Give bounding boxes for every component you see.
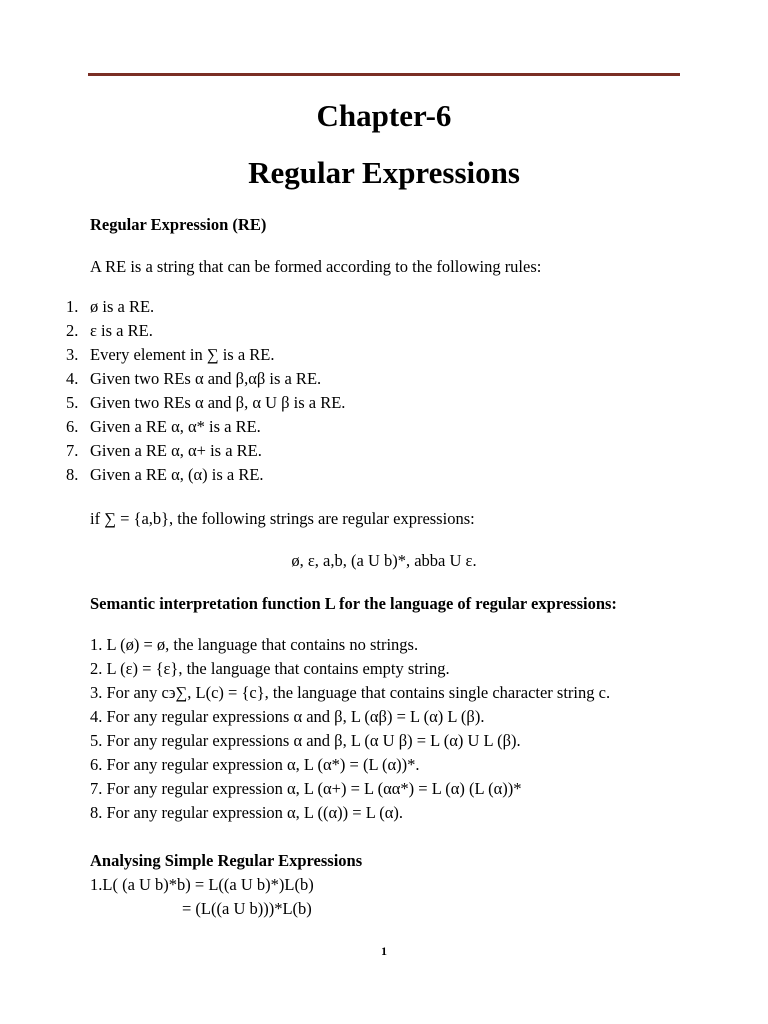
analysis-line: = (L((a U b)))*L(b) [182,899,312,918]
section-heading-re: Regular Expression (RE) [90,215,267,234]
list-item: 7. For any regular expression α, L (α+) = L (αα*) = L (α) (L (α))* [90,779,522,798]
list-item-text: Given a RE α, α+ is a RE. [90,441,262,460]
list-item-number: 5. [66,393,79,412]
list-item: 1. L (ø) = ø, the language that contains no strings. [90,635,419,654]
example-intro: if ∑ = {a,b}, the following strings are regular expressions: [90,509,475,528]
list-item: 5. For any regular expressions α and β, L (α U β) = L (α) U L (β). [90,731,521,750]
list-item-text: Every element in ∑ is a RE. [90,345,275,364]
list-item-number: 7. [66,441,79,460]
list-item: 8. For any regular expression α, L ((α)) = L (α). [90,803,404,822]
list-item-number: 4. [66,369,79,388]
list-item-number: 3. [66,345,79,364]
section-heading-semantics: Semantic interpretation function L for the language of regular expressions: [90,594,617,613]
page-number: 1 [381,944,387,958]
list-item-number: 1. [66,297,79,316]
list-item-number: 8. [66,465,79,484]
section-heading-analysis: Analysing Simple Regular Expressions [90,851,363,870]
page-title: Regular Expressions [248,155,520,190]
list-item-text: Given a RE α, (α) is a RE. [90,465,264,484]
analysis-line: 1.L( (a U b)*b) = L((a U b)*)L(b) [90,875,314,894]
list-item-text: Given two REs α and β,αβ is a RE. [90,369,322,388]
list-item: 3. For any c϶∑, L(c) = {c}, the language that contains single character string c. [90,683,611,702]
list-item-text: Given a RE α, α* is a RE. [90,417,261,436]
list-item-number: 2. [66,321,79,340]
list-item: 6. For any regular expression α, L (α*) = (L (α))*. [90,755,420,774]
top-rule [88,73,680,76]
list-item-text: ε is a RE. [90,321,153,340]
list-item: 4. For any regular expressions α and β, L (αβ) = L (α) L (β). [90,707,485,726]
list-item: 2. L (ε) = {ε}, the language that contains empty string. [90,659,450,678]
list-item-text: Given two REs α and β, α U β is a RE. [90,393,346,412]
list-item-text: ø is a RE. [90,297,155,316]
example-list: ø, ε, a,b, (a U b)*, abba U ε. [291,551,477,570]
chapter-heading: Chapter-6 [316,98,452,133]
intro-text: A RE is a string that can be formed according to the following rules: [90,257,542,276]
list-item-number: 6. [66,417,79,436]
